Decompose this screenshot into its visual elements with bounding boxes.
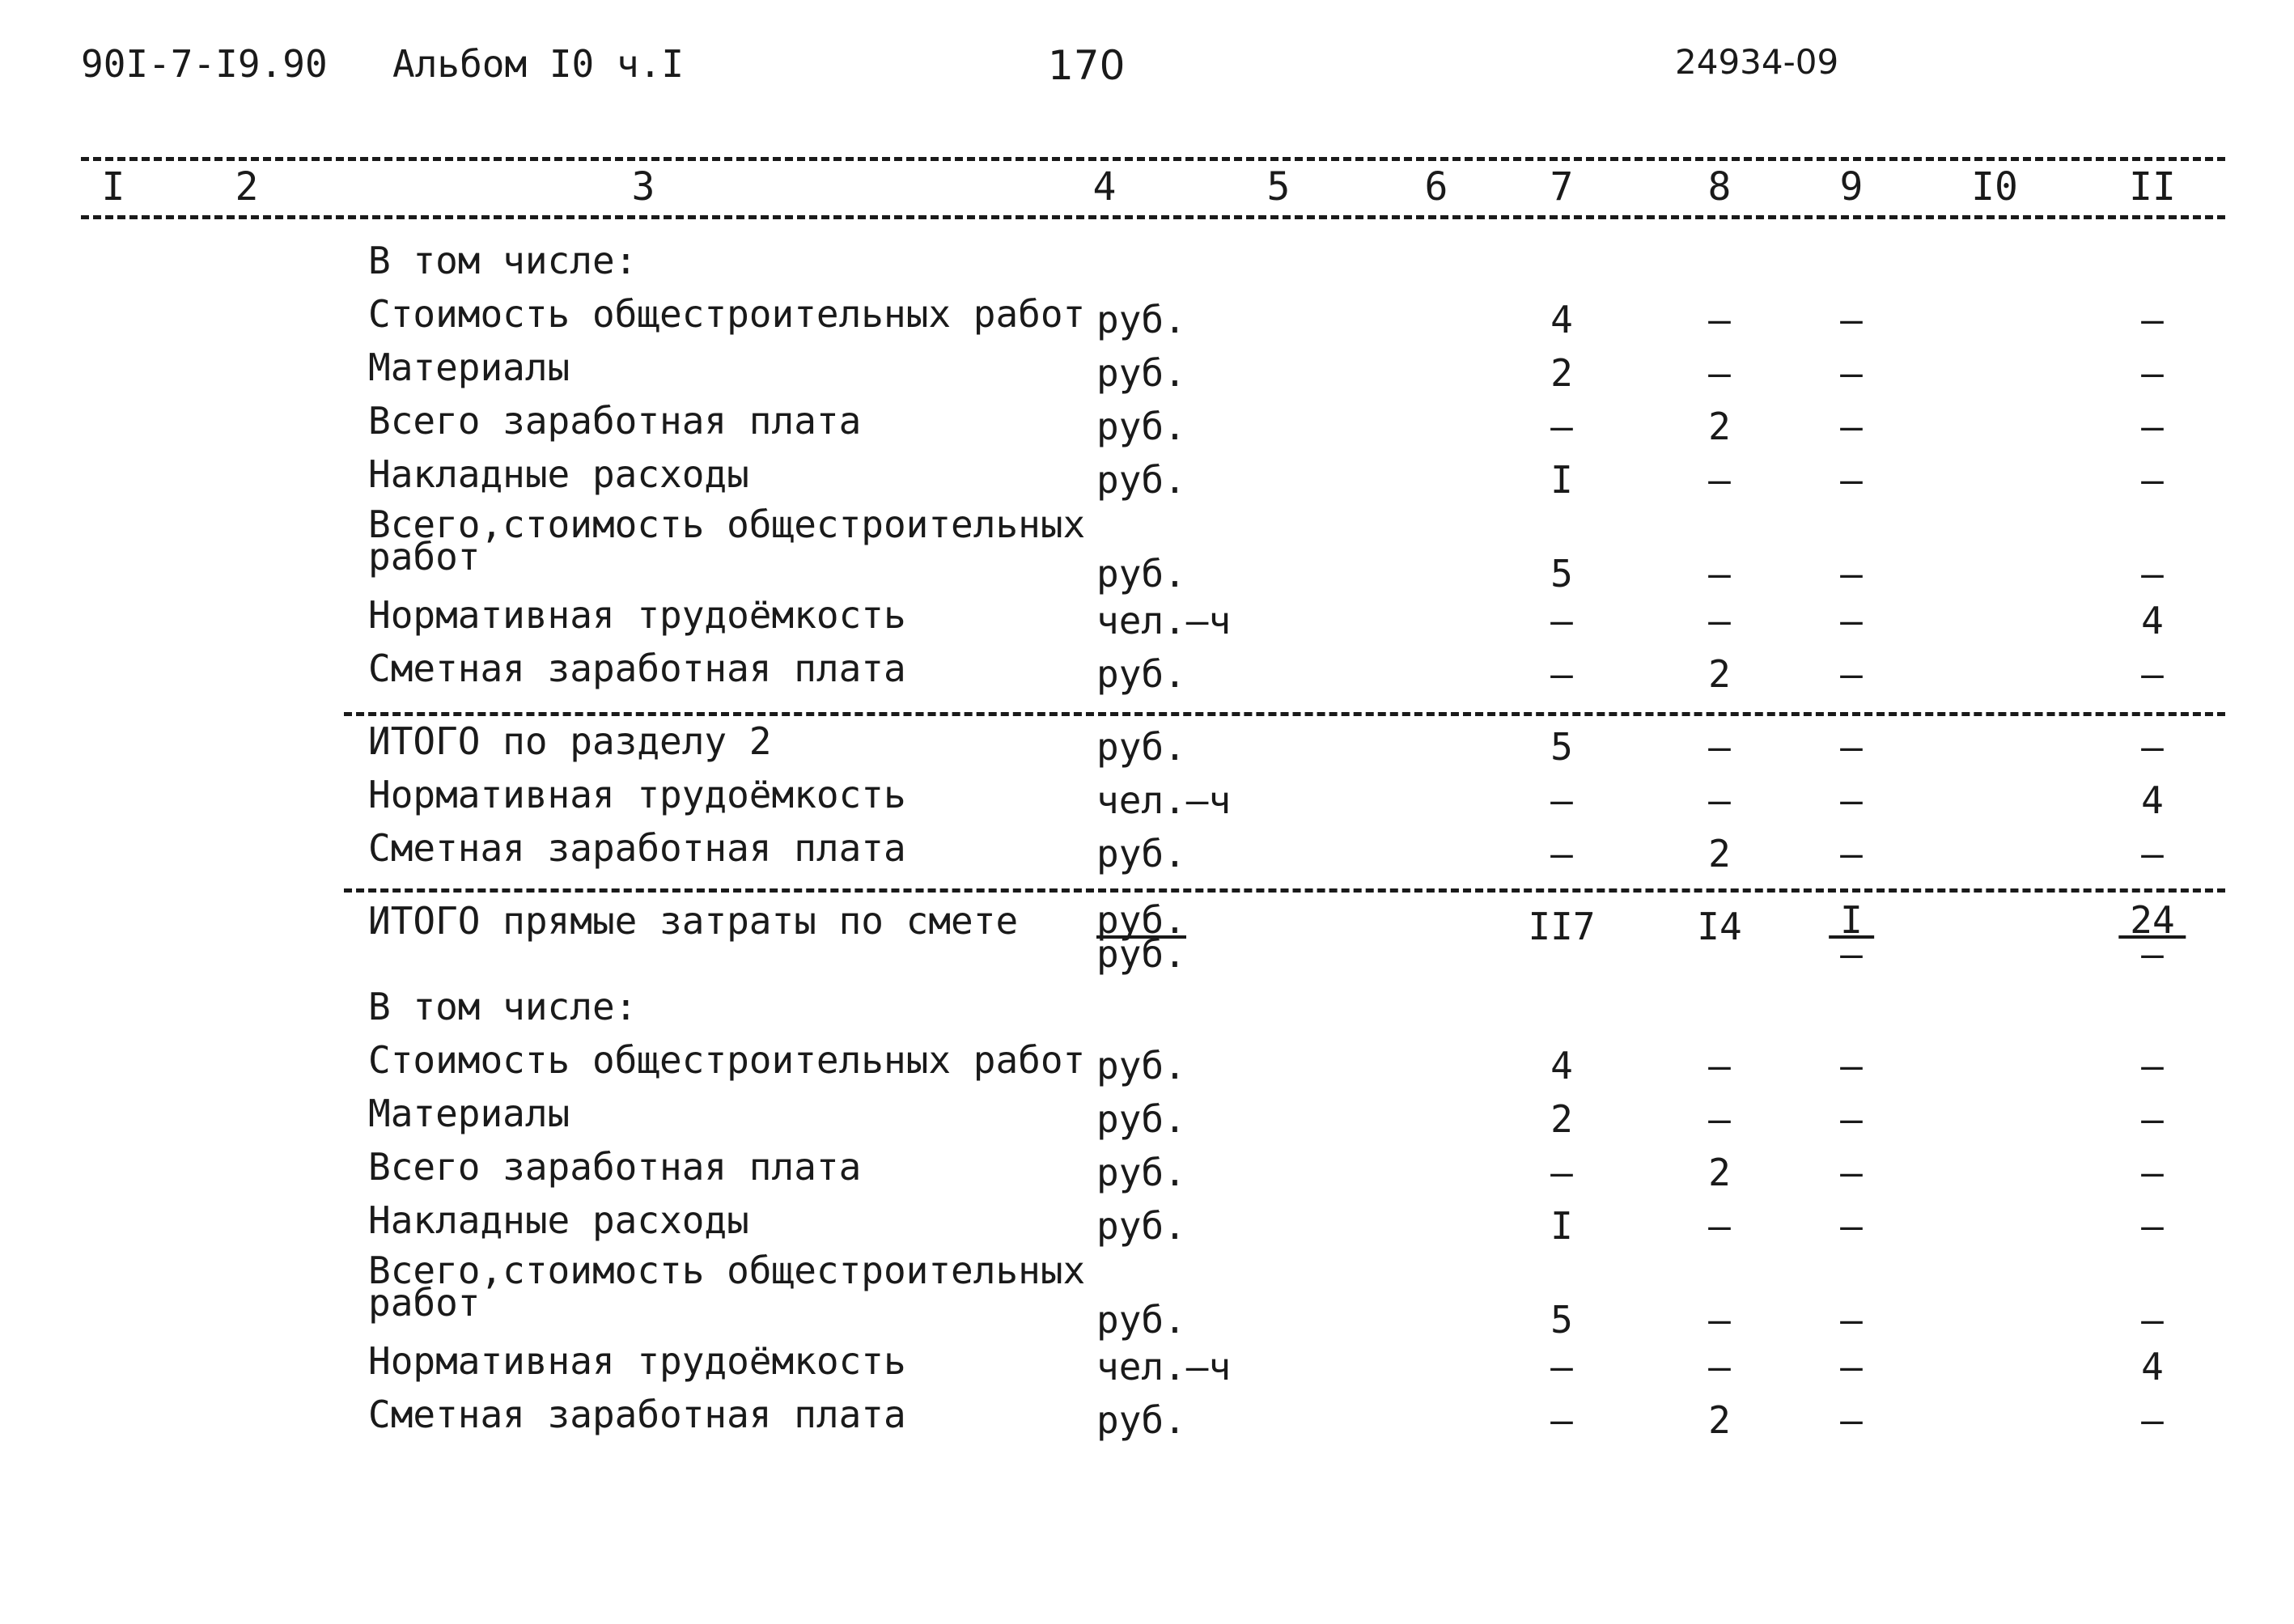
row-unit: руб. bbox=[1096, 1298, 1186, 1342]
row-label: Накладные расходы bbox=[368, 1198, 749, 1242]
cell-col-8: 2 bbox=[1708, 1398, 1731, 1442]
document-code: 90I-7-I9.90 bbox=[81, 42, 328, 86]
column-number-7: 7 bbox=[1550, 164, 1574, 210]
row-label: Нормативная трудоёмкость bbox=[368, 1339, 906, 1383]
row-unit: чел.–ч bbox=[1096, 599, 1232, 642]
row-unit: руб. bbox=[1096, 298, 1186, 341]
row-label: Материалы bbox=[368, 1092, 570, 1135]
unit-denominator: руб. bbox=[1096, 932, 1186, 976]
cell-col-9: – bbox=[1840, 1151, 1863, 1194]
cell-col-11: – bbox=[2141, 832, 2164, 876]
cell-col-9 bbox=[1829, 898, 1874, 976]
cell-col-11: – bbox=[2141, 1204, 2164, 1248]
cell-col-7: 2 bbox=[1550, 1097, 1573, 1141]
table-row bbox=[0, 399, 2294, 456]
cell-col-8: – bbox=[1708, 298, 1731, 341]
cell-col-7: 4 bbox=[1550, 1044, 1573, 1088]
cell-col-7: – bbox=[1550, 1398, 1573, 1442]
table-row bbox=[0, 898, 2294, 976]
column-number-5: 5 bbox=[1266, 164, 1291, 210]
cell-col-7: 4 bbox=[1550, 298, 1573, 341]
header-bottom-rule bbox=[81, 215, 2225, 219]
cell-col-11 bbox=[2118, 898, 2186, 976]
unit-numerator: руб. bbox=[1096, 898, 1186, 942]
table-row bbox=[0, 346, 2294, 403]
cell-col-11: 4 bbox=[2141, 1345, 2164, 1389]
cell-col-9: – bbox=[1840, 552, 1863, 596]
header-top-rule bbox=[81, 157, 2225, 161]
doc-number: 24934-09 bbox=[1675, 42, 1839, 82]
row-label: В том числе: bbox=[368, 985, 638, 1028]
cell-col-8: 2 bbox=[1708, 832, 1731, 876]
cell-col-9: – bbox=[1840, 1398, 1863, 1442]
cell-col-9: – bbox=[1840, 599, 1863, 642]
row-unit: руб. bbox=[1096, 652, 1186, 696]
cell-col-9: – bbox=[1840, 778, 1863, 822]
cell-col-7: II7 bbox=[1528, 905, 1596, 948]
row-unit: руб. bbox=[1096, 725, 1186, 769]
cell-col-8: – bbox=[1708, 1044, 1731, 1088]
column-number-3: 3 bbox=[631, 164, 655, 210]
cell-col-8: – bbox=[1708, 1298, 1731, 1342]
cell-col-9: – bbox=[1840, 1044, 1863, 1088]
cell-col-11: – bbox=[2141, 351, 2164, 395]
cell-col-9: – bbox=[1840, 1298, 1863, 1342]
cell-col-11: – bbox=[2141, 725, 2164, 769]
row-label: Всего заработная плата bbox=[368, 399, 862, 443]
cell-col-8: 2 bbox=[1708, 405, 1731, 448]
section-rule-2 bbox=[344, 888, 2225, 893]
table-row bbox=[0, 985, 2294, 1042]
table-row bbox=[0, 452, 2294, 510]
column-number-8: 8 bbox=[1707, 164, 1732, 210]
cell-col-7: 5 bbox=[1550, 725, 1573, 769]
table-row bbox=[0, 826, 2294, 884]
cell-col-7: – bbox=[1550, 1345, 1573, 1389]
row-label: Сметная заработная плата bbox=[368, 647, 906, 690]
cell-col-11: – bbox=[2141, 1298, 2164, 1342]
cell-col-8: I4 bbox=[1697, 905, 1742, 948]
album-title: Альбом I0 ч.I bbox=[392, 42, 685, 86]
cell-col-9: – bbox=[1840, 652, 1863, 696]
row-label: Сметная заработная плата bbox=[368, 1393, 906, 1436]
cell-col-11: – bbox=[2141, 1097, 2164, 1141]
cell-col-8: 2 bbox=[1708, 652, 1731, 696]
row-unit: руб. bbox=[1096, 1398, 1186, 1442]
row-unit: руб. bbox=[1096, 832, 1186, 876]
cell-col-8: – bbox=[1708, 599, 1731, 642]
cell-col-7: I bbox=[1550, 1204, 1573, 1248]
cell-numerator: 24 bbox=[2118, 905, 2186, 939]
row-label: ИТОГО по разделу 2 bbox=[368, 719, 772, 763]
cell-col-7: – bbox=[1550, 778, 1573, 822]
row-label: ИТОГО прямые затраты по смете bbox=[368, 899, 1019, 943]
row-unit: руб. bbox=[1096, 405, 1186, 448]
cell-col-11: – bbox=[2141, 652, 2164, 696]
cell-col-7: I bbox=[1550, 458, 1573, 502]
cell-col-11: – bbox=[2141, 405, 2164, 448]
column-number-11: II bbox=[2129, 164, 2176, 210]
table-row bbox=[0, 1393, 2294, 1450]
cell-col-7: – bbox=[1550, 832, 1573, 876]
cell-col-7: 5 bbox=[1550, 1298, 1573, 1342]
cell-col-9: – bbox=[1840, 298, 1863, 341]
row-label: Всего,стоимость общестроительных работ bbox=[368, 1249, 1086, 1325]
cell-col-11: 4 bbox=[2141, 599, 2164, 642]
row-label: Всего,стоимость общестроительных работ bbox=[368, 502, 1086, 579]
cell-col-7: – bbox=[1550, 1151, 1573, 1194]
page-number: 170 bbox=[1048, 42, 1126, 89]
table-row bbox=[0, 1038, 2294, 1096]
cell-col-8: – bbox=[1708, 1204, 1731, 1248]
cell-col-8: 2 bbox=[1708, 1151, 1731, 1194]
table-row bbox=[0, 1145, 2294, 1202]
cell-col-8: – bbox=[1708, 725, 1731, 769]
row-label: В том числе: bbox=[368, 239, 638, 282]
row-unit: руб. bbox=[1096, 1204, 1186, 1248]
row-unit: чел.–ч bbox=[1096, 1345, 1232, 1389]
row-label: Всего заработная плата bbox=[368, 1145, 862, 1189]
table-row bbox=[0, 773, 2294, 830]
cell-col-7: – bbox=[1550, 599, 1573, 642]
cell-col-9: – bbox=[1840, 1097, 1863, 1141]
cell-col-8: – bbox=[1708, 458, 1731, 502]
column-number-1: I bbox=[101, 164, 125, 210]
cell-col-8: – bbox=[1708, 552, 1731, 596]
row-label: Сметная заработная плата bbox=[368, 826, 906, 870]
row-label: Нормативная трудоёмкость bbox=[368, 773, 906, 816]
cell-col-9: – bbox=[1840, 1345, 1863, 1389]
section-rule-1 bbox=[344, 712, 2225, 716]
row-label: Стоимость общестроительных работ bbox=[368, 1038, 1086, 1082]
row-label: Накладные расходы bbox=[368, 452, 749, 496]
cell-col-9: – bbox=[1840, 832, 1863, 876]
row-unit: чел.–ч bbox=[1096, 778, 1232, 822]
cell-col-11: – bbox=[2141, 1044, 2164, 1088]
cell-col-11: 4 bbox=[2141, 778, 2164, 822]
row-unit: руб. bbox=[1096, 1151, 1186, 1194]
row-label: Нормативная трудоёмкость bbox=[368, 593, 906, 637]
table-row bbox=[0, 647, 2294, 704]
cell-col-11: – bbox=[2141, 1398, 2164, 1442]
row-label: Стоимость общестроительных работ bbox=[368, 292, 1086, 336]
table-row bbox=[0, 1339, 2294, 1397]
cell-col-7: 2 bbox=[1550, 351, 1573, 395]
cell-col-11: – bbox=[2141, 298, 2164, 341]
row-unit: руб. bbox=[1096, 552, 1186, 596]
cell-col-8: – bbox=[1708, 351, 1731, 395]
cell-col-9: – bbox=[1840, 1204, 1863, 1248]
cell-col-8: – bbox=[1708, 1097, 1731, 1141]
row-unit: руб. bbox=[1096, 351, 1186, 395]
table-row bbox=[0, 292, 2294, 350]
cell-denominator: – bbox=[1840, 932, 1863, 976]
cell-col-7: 5 bbox=[1550, 552, 1573, 596]
table-row bbox=[0, 593, 2294, 651]
column-number-4: 4 bbox=[1092, 164, 1117, 210]
row-unit: руб. bbox=[1096, 458, 1186, 502]
row-unit bbox=[1096, 898, 1186, 976]
cell-col-11: – bbox=[2141, 1151, 2164, 1194]
column-number-6: 6 bbox=[1424, 164, 1448, 210]
table-row bbox=[0, 239, 2294, 296]
row-label: Материалы bbox=[368, 346, 570, 389]
column-number-10: I0 bbox=[1971, 164, 2018, 210]
table-row bbox=[0, 502, 2294, 596]
column-number-9: 9 bbox=[1839, 164, 1864, 210]
table-row bbox=[0, 719, 2294, 777]
cell-col-9: – bbox=[1840, 351, 1863, 395]
row-unit: руб. bbox=[1096, 1097, 1186, 1141]
table-row bbox=[0, 1198, 2294, 1256]
cell-col-11: – bbox=[2141, 552, 2164, 596]
cell-denominator: – bbox=[2141, 932, 2164, 976]
table-row bbox=[0, 1092, 2294, 1149]
table-row bbox=[0, 1249, 2294, 1342]
cell-col-8: – bbox=[1708, 1345, 1731, 1389]
cell-col-7: – bbox=[1550, 652, 1573, 696]
cell-col-9: – bbox=[1840, 725, 1863, 769]
cell-col-9: – bbox=[1840, 405, 1863, 448]
row-unit: руб. bbox=[1096, 1044, 1186, 1088]
column-number-2: 2 bbox=[235, 164, 259, 210]
cell-numerator: I bbox=[1829, 905, 1874, 939]
cell-col-7: – bbox=[1550, 405, 1573, 448]
cell-col-8: – bbox=[1708, 778, 1731, 822]
cell-col-11: – bbox=[2141, 458, 2164, 502]
cell-col-9: – bbox=[1840, 458, 1863, 502]
